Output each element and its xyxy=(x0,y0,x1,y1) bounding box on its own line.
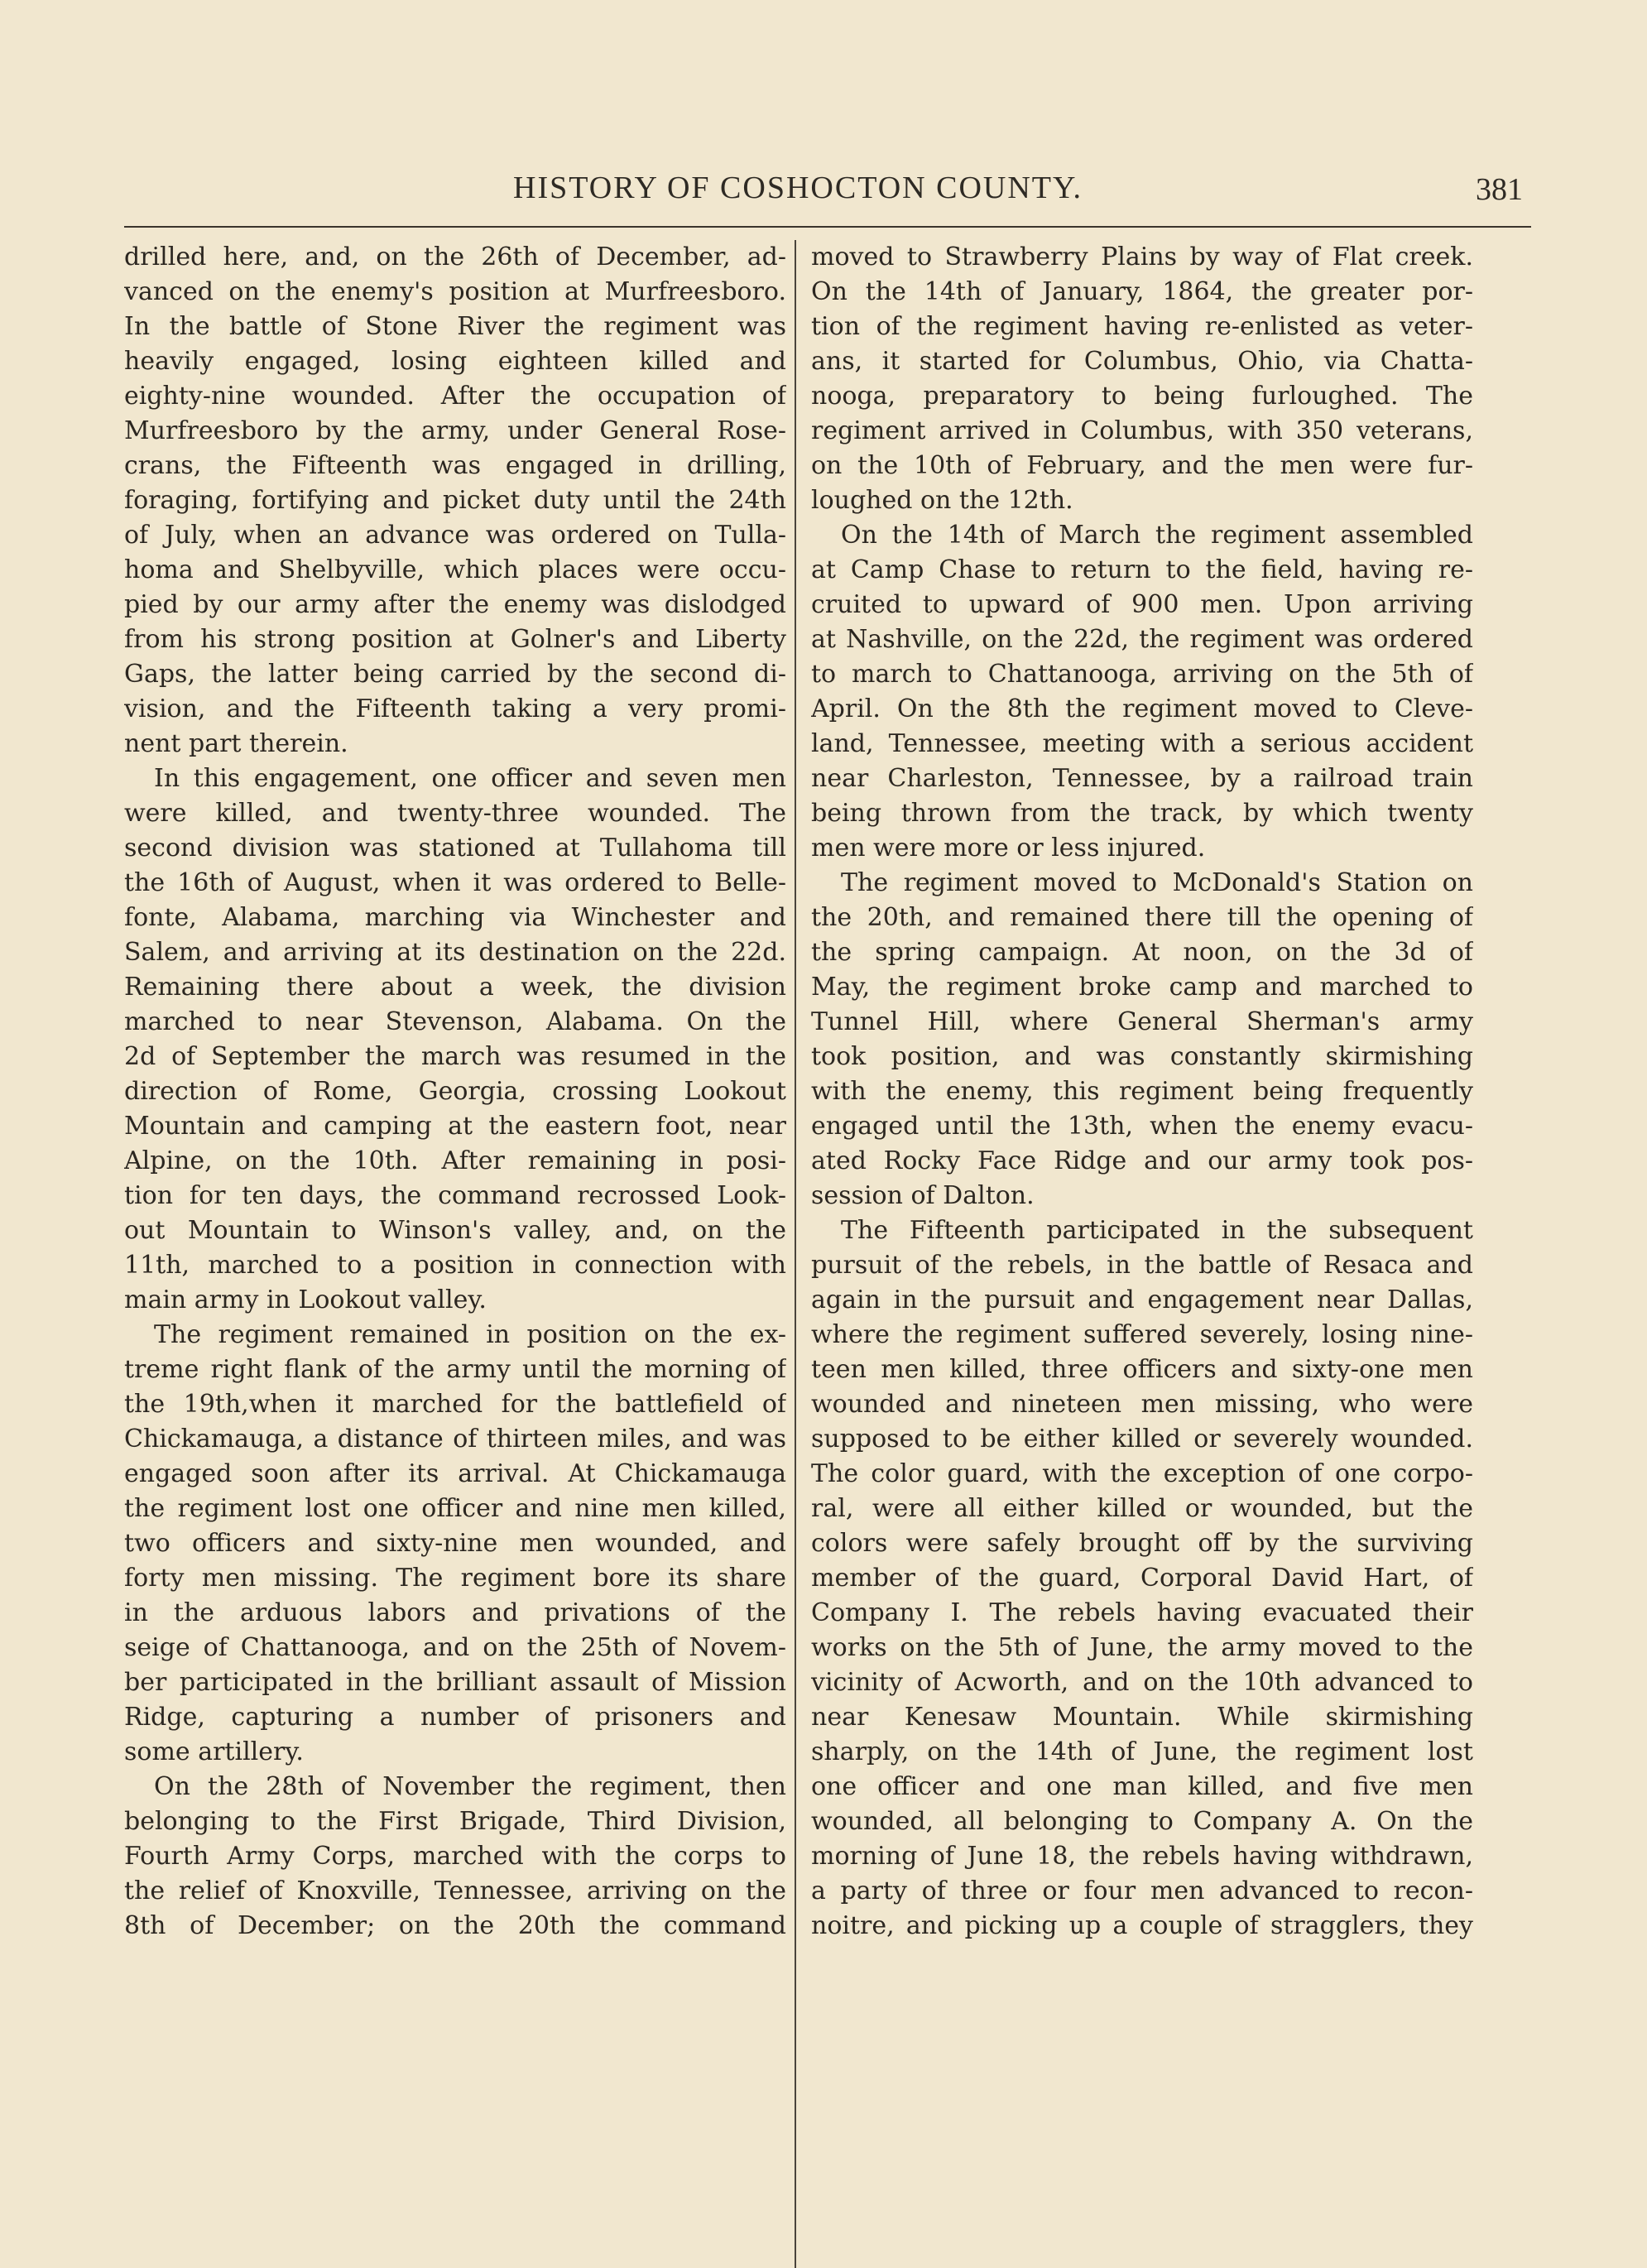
text-line: Alpine, on the 10th. After remaining in posi- xyxy=(124,1146,786,1175)
text-line: land, Tennessee, meeting with a serious accident xyxy=(811,729,1473,758)
text-line: Murfreesboro by the army, under General Rose- xyxy=(124,416,786,445)
text-line: Remaining there about a week, the division xyxy=(124,973,786,1002)
text-line: Mountain and camping at the eastern foot, near xyxy=(124,1112,786,1141)
text-line: vicinity of Acworth, and on the 10th advanced to xyxy=(811,1668,1473,1697)
text-line: tion for ten days, the command recrossed Look- xyxy=(124,1181,786,1210)
text-line: nooga, preparatory to being furloughed. The xyxy=(811,382,1473,411)
text-line: regiment arrived in Columbus, with 350 veterans, xyxy=(811,416,1473,445)
text-line: eighty-nine wounded. After the occupation of xyxy=(124,382,786,411)
running-head xyxy=(124,170,1531,219)
text-line: main army in Lookout valley. xyxy=(124,1285,487,1314)
text-line: the regiment lost one officer and nine men killed, xyxy=(124,1494,786,1523)
text-line: the 16th of August, when it was ordered to Belle- xyxy=(124,868,786,897)
text-line: out Mountain to Winson's valley, and, on the xyxy=(124,1216,786,1245)
text-line: pied by our army after the enemy was dislodged xyxy=(124,590,786,619)
text-line: Gaps, the latter being carried by the second di- xyxy=(124,660,786,689)
text-line: in the arduous labors and privations of the xyxy=(124,1598,786,1627)
text-line: Chickamauga, a distance of thirteen miles, and was xyxy=(124,1425,786,1454)
text-line: sharply, on the 14th of June, the regiment lost xyxy=(811,1737,1473,1766)
text-line: took position, and was constantly skirmishing xyxy=(811,1042,1473,1071)
text-line: In this engagement, one officer and seven men xyxy=(154,764,786,793)
right-column xyxy=(811,240,1473,1944)
text-line: session of Dalton. xyxy=(811,1181,1035,1210)
text-line: at Nashville, on the 22d, the regiment was ordered xyxy=(811,625,1473,654)
text-line: foraging, fortifying and picket duty until the 24th xyxy=(124,486,786,515)
text-line: works on the 5th of June, the army moved to the xyxy=(811,1633,1473,1662)
text-line: a party of three or four men advanced to recon- xyxy=(811,1876,1473,1905)
text-line: ber participated in the brilliant assault of Mission xyxy=(124,1668,786,1697)
text-line: fonte, Alabama, marching via Winchester and xyxy=(124,903,786,932)
text-line: again in the pursuit and engagement near Dallas, xyxy=(811,1285,1473,1314)
page-number: 381 xyxy=(1476,172,1523,207)
text-line: The regiment moved to McDonald's Station on xyxy=(841,868,1473,897)
text-line: the relief of Knoxville, Tennessee, arriving on the xyxy=(124,1876,786,1905)
text-line: the spring campaign. At noon, on the 3d of xyxy=(811,938,1473,967)
header-rule xyxy=(124,226,1531,228)
text-line: homa and Shelbyville, which places were occu- xyxy=(124,555,786,584)
text-line: teen men killed, three officers and sixty-one men xyxy=(811,1355,1473,1384)
left-column xyxy=(124,240,786,1944)
text-line: men were more or less injured. xyxy=(811,834,1206,863)
text-line: nent part therein. xyxy=(124,729,348,758)
text-line: marched to near Stevenson, Alabama. On the xyxy=(124,1007,786,1036)
text-line: morning of June 18, the rebels having withdrawn, xyxy=(811,1842,1473,1871)
text-line: where the regiment suffered severely, losing nine- xyxy=(811,1320,1473,1349)
text-line: 11th, marched to a position in connection with xyxy=(124,1251,786,1280)
text-line: belonging to the First Brigade, Third Division, xyxy=(124,1807,786,1836)
text-line: 2d of September the march was resumed in the xyxy=(124,1042,786,1071)
text-line: ral, were all either killed or wounded, but the xyxy=(811,1494,1473,1523)
text-line: from his strong position at Golner's and Liberty xyxy=(124,625,786,654)
text-line: forty men missing. The regiment bore its share xyxy=(124,1564,786,1593)
text-line: colors were safely brought off by the surviving xyxy=(811,1529,1473,1558)
text-line: vision, and the Fifteenth taking a very promi- xyxy=(124,694,786,723)
text-line: In the battle of Stone River the regiment was xyxy=(124,312,786,341)
text-line: Salem, and arriving at its destination on the 22d. xyxy=(124,938,786,967)
text-line: to march to Chattanooga, arriving on the 5th of xyxy=(811,660,1473,689)
text-line: Tunnel Hill, where General Sherman's army xyxy=(811,1007,1473,1036)
text-line: heavily engaged, losing eighteen killed and xyxy=(124,347,786,376)
text-line: ans, it started for Columbus, Ohio, via Chatta- xyxy=(811,347,1473,376)
text-line: cruited to upward of 900 men. Upon arriving xyxy=(811,590,1473,619)
text-line: pursuit of the rebels, in the battle of Resaca and xyxy=(811,1251,1473,1280)
text-line: On the 14th of March the regiment assembled xyxy=(841,521,1473,550)
text-line: near Charleston, Tennessee, by a railroad train xyxy=(811,764,1473,793)
text-line: 8th of December; on the 20th the command xyxy=(124,1911,786,1940)
text-line: noitre, and picking up a couple of stragglers, they xyxy=(811,1911,1473,1940)
text-line: the 20th, and remained there till the opening of xyxy=(811,903,1473,932)
text-line: near Kenesaw Mountain. While skirmishing xyxy=(811,1703,1473,1732)
text-line: On the 28th of November the regiment, then xyxy=(154,1772,786,1801)
text-line: Company I. The rebels having evacuated their xyxy=(811,1598,1473,1627)
text-line: The regiment remained in position on the ex- xyxy=(154,1320,786,1349)
text-line: two officers and sixty-nine men wounded, and xyxy=(124,1529,786,1558)
text-line: supposed to be either killed or severely wounded. xyxy=(811,1425,1473,1454)
text-line: one officer and one man killed, and five men xyxy=(811,1772,1473,1801)
text-line: the 19th,when it marched for the battlefield of xyxy=(124,1390,786,1419)
text-line: wounded and nineteen men missing, who were xyxy=(811,1390,1473,1419)
text-line: ated Rocky Face Ridge and our army took pos- xyxy=(811,1146,1473,1175)
column-divider xyxy=(795,240,796,2268)
text-line: seige of Chattanooga, and on the 25th of Novem- xyxy=(124,1633,786,1662)
text-line: tion of the regiment having re-enlisted as veter- xyxy=(811,312,1473,341)
text-line: loughed on the 12th. xyxy=(811,486,1073,515)
text-line: were killed, and twenty-three wounded. The xyxy=(124,799,786,828)
text-line: being thrown from the track, by which twenty xyxy=(811,799,1473,828)
text-line: direction of Rome, Georgia, crossing Lookout xyxy=(124,1077,786,1106)
text-line: May, the regiment broke camp and marched to xyxy=(811,973,1473,1002)
text-line: engaged soon after its arrival. At Chickamauga xyxy=(124,1459,786,1488)
text-line: at Camp Chase to return to the field, having re- xyxy=(811,555,1473,584)
text-line: second division was stationed at Tullahoma till xyxy=(124,834,786,863)
text-line: engaged until the 13th, when the enemy evacu- xyxy=(811,1112,1473,1141)
text-line: member of the guard, Corporal David Hart, of xyxy=(811,1564,1473,1593)
text-line: drilled here, and, on the 26th of December, ad- xyxy=(124,243,786,271)
text-line: vanced on the enemy's position at Murfreesboro. xyxy=(124,277,786,306)
text-line: Fourth Army Corps, marched with the corps to xyxy=(124,1842,786,1871)
text-line: with the enemy, this regiment being frequently xyxy=(811,1077,1473,1106)
text-line: Ridge, capturing a number of prisoners and xyxy=(124,1703,786,1732)
text-line: on the 10th of February, and the men were fur- xyxy=(811,451,1473,480)
text-line: On the 14th of January, 1864, the greater por- xyxy=(811,277,1473,306)
text-line: of July, when an advance was ordered on Tulla- xyxy=(124,521,786,550)
text-line: wounded, all belonging to Company A. On the xyxy=(811,1807,1473,1836)
text-line: some artillery. xyxy=(124,1737,304,1766)
text-line: The color guard, with the exception of one corpo- xyxy=(811,1459,1473,1488)
text-line: The Fifteenth participated in the subsequent xyxy=(841,1216,1473,1245)
text-line: moved to Strawberry Plains by way of Flat creek. xyxy=(811,243,1473,271)
running-title: HISTORY OF COSHOCTON COUNTY. xyxy=(513,171,1083,205)
text-line: treme right flank of the army until the morning of xyxy=(124,1355,786,1384)
text-line: crans, the Fifteenth was engaged in drilling, xyxy=(124,451,786,480)
text-line: April. On the 8th the regiment moved to Cleve- xyxy=(811,694,1473,723)
